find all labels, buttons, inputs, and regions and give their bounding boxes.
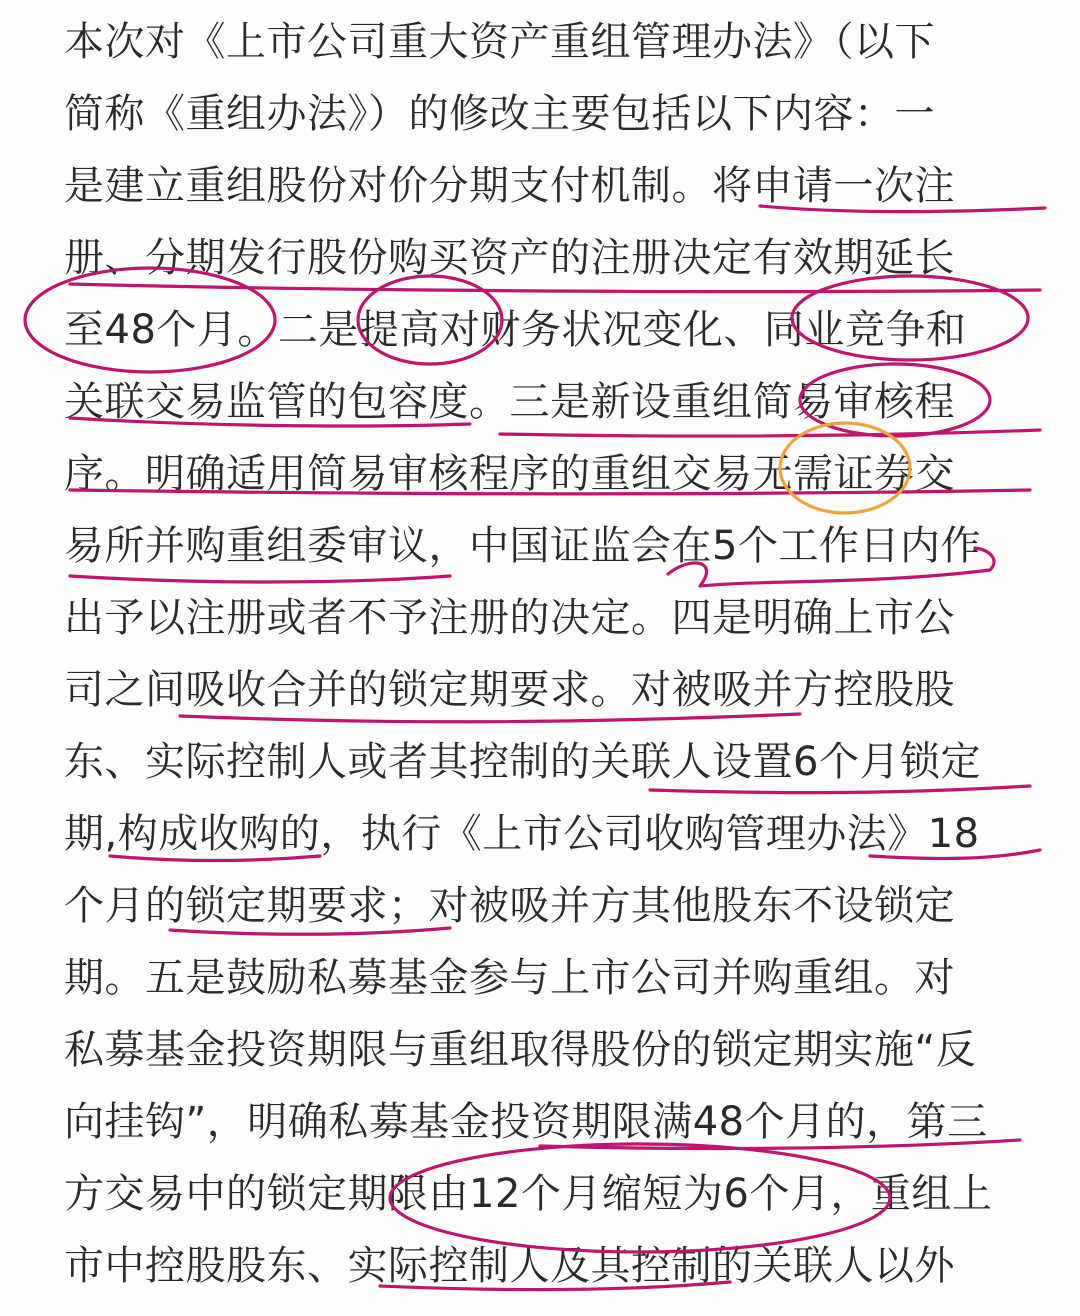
text-line-2: 简称《重组办法》）的修改主要包括以下内容：一	[64, 91, 935, 137]
text-line-1: 本次对《上市公司重大资产重组管理办法》（以下	[64, 19, 935, 65]
text-line-4: 册、分期发行股份购买资产的注册决定有效期延长	[64, 235, 955, 281]
text-line-3: 是建立重组股份对价分期支付机制。将申请一次注	[64, 163, 955, 209]
text-line-10: 司之间吸收合并的锁定期要求。对被吸并方控股股	[64, 667, 955, 713]
text-line-15: 私募基金投资期限与重组取得股份的锁定期实施“反	[64, 1027, 977, 1073]
text-line-7: 序。明确适用简易审核程序的重组交易无需证券交	[64, 451, 955, 497]
text-line-8: 易所并购重组委审议，中国证监会在5个工作日内作	[64, 523, 981, 569]
text-line-11: 东、实际控制人或者其控制的关联人设置6个月锁定	[64, 739, 981, 785]
text-line-16: 向挂钩”，明确私募基金投资期限满48个月的，第三	[64, 1099, 988, 1145]
text-line-12: 期,构成收购的，执行《上市公司收购管理办法》18	[64, 811, 980, 857]
article-text	[64, 6, 1024, 1302]
text-line-13: 个月的锁定期要求；对被吸并方其他股东不设锁定	[64, 883, 955, 929]
text-line-5: 至48个月。二是提高对财务状况变化、同业竞争和	[64, 307, 967, 353]
text-line-18: 市中控股股东、实际控制人及其控制的关联人以外	[64, 1243, 955, 1289]
text-line-17: 方交易中的锁定期限由12个月缩短为6个月，重组上	[64, 1171, 993, 1217]
text-line-6: 关联交易监管的包容度。三是新设重组简易审核程	[64, 379, 955, 425]
text-line-14: 期。五是鼓励私募基金参与上市公司并购重组。对	[64, 955, 955, 1001]
text-line-9: 出予以注册或者不予注册的决定。四是明确上市公	[64, 595, 955, 641]
